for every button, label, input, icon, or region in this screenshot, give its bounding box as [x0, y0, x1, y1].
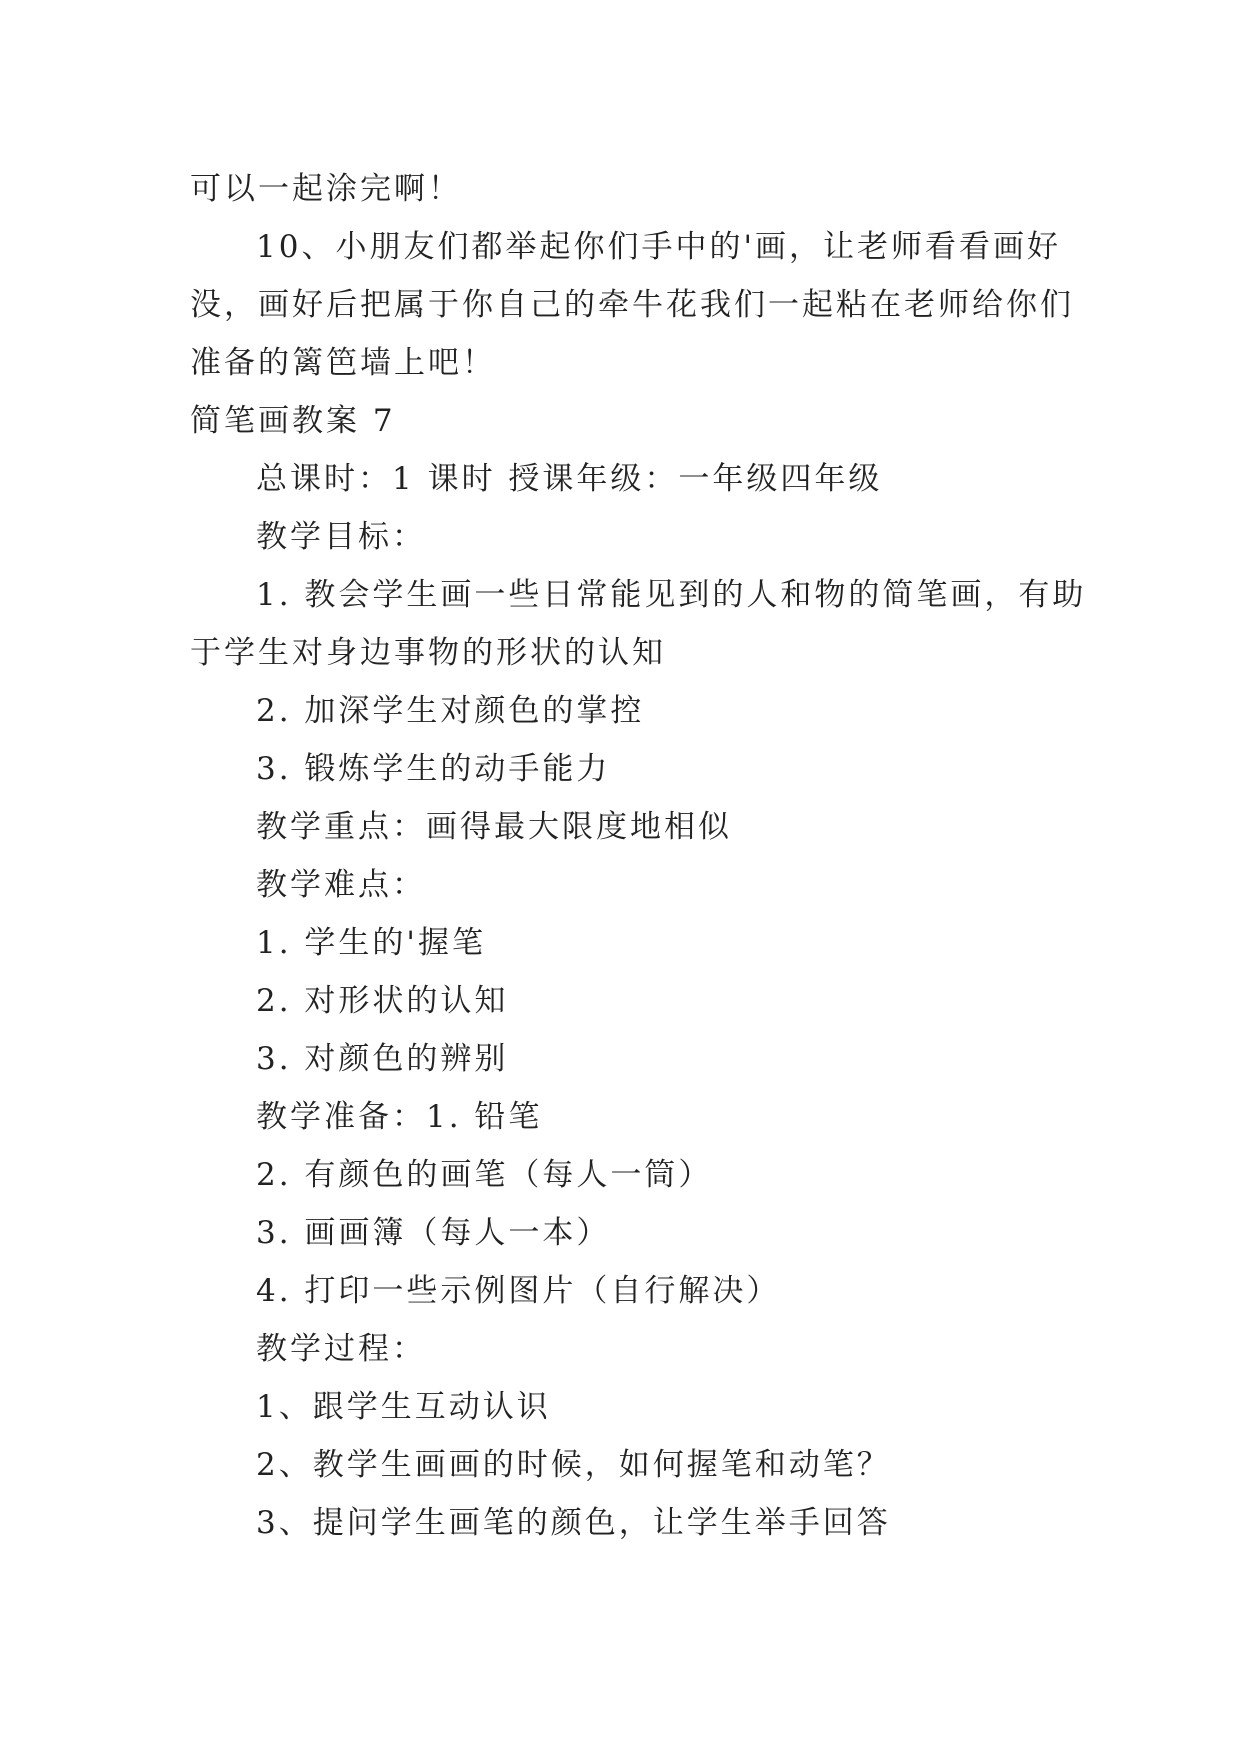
key-point: 教学重点：画得最大限度地相似 [256, 809, 732, 845]
process-step-1: 1、跟学生互动认识 [256, 1389, 551, 1425]
objectives-heading: 教学目标： [256, 519, 426, 555]
objective-3: 3. 锻炼学生的动手能力 [256, 751, 611, 787]
difficulties-heading: 教学难点： [256, 867, 426, 903]
course-info: 总课时：1 课时 授课年级：一年级四年级 [256, 461, 883, 497]
step10-line2: 没，画好后把属于你自己的牵牛花我们一起粘在老师给你们 [190, 287, 1074, 323]
preparation-4: 4. 打印一些示例图片（自行解决） [256, 1273, 781, 1309]
objective-1-line1: 1. 教会学生画一些日常能见到的人和物的简笔画，有助 [256, 577, 1087, 613]
difficulty-1: 1. 学生的'握笔 [256, 925, 486, 961]
section-title: 简笔画教案 7 [190, 403, 396, 439]
process-step-2: 2、教学生画画的时候，如何握笔和动笔？ [256, 1447, 891, 1483]
preparation-3: 3. 画画簿（每人一本） [256, 1215, 611, 1251]
step10-line3: 准备的篱笆墙上吧！ [190, 345, 496, 381]
process-step-3: 3、提问学生画笔的颜色，让学生举手回答 [256, 1505, 891, 1541]
objective-2: 2. 加深学生对颜色的掌控 [256, 693, 645, 729]
objective-1-line2: 于学生对身边事物的形状的认知 [190, 635, 666, 671]
preparation-2: 2. 有颜色的画笔（每人一筒） [256, 1157, 713, 1193]
difficulty-2: 2. 对形状的认知 [256, 983, 509, 1019]
continuation-text: 可以一起涂完啊！ [190, 171, 462, 207]
document-page [190, 160, 1087, 1552]
step10-line1: 10、小朋友们都举起你们手中的'画，让老师看看画好 [256, 229, 1061, 265]
preparation-1: 教学准备：1. 铅笔 [256, 1099, 543, 1135]
difficulty-3: 3. 对颜色的辨别 [256, 1041, 509, 1077]
process-heading: 教学过程： [256, 1331, 426, 1367]
